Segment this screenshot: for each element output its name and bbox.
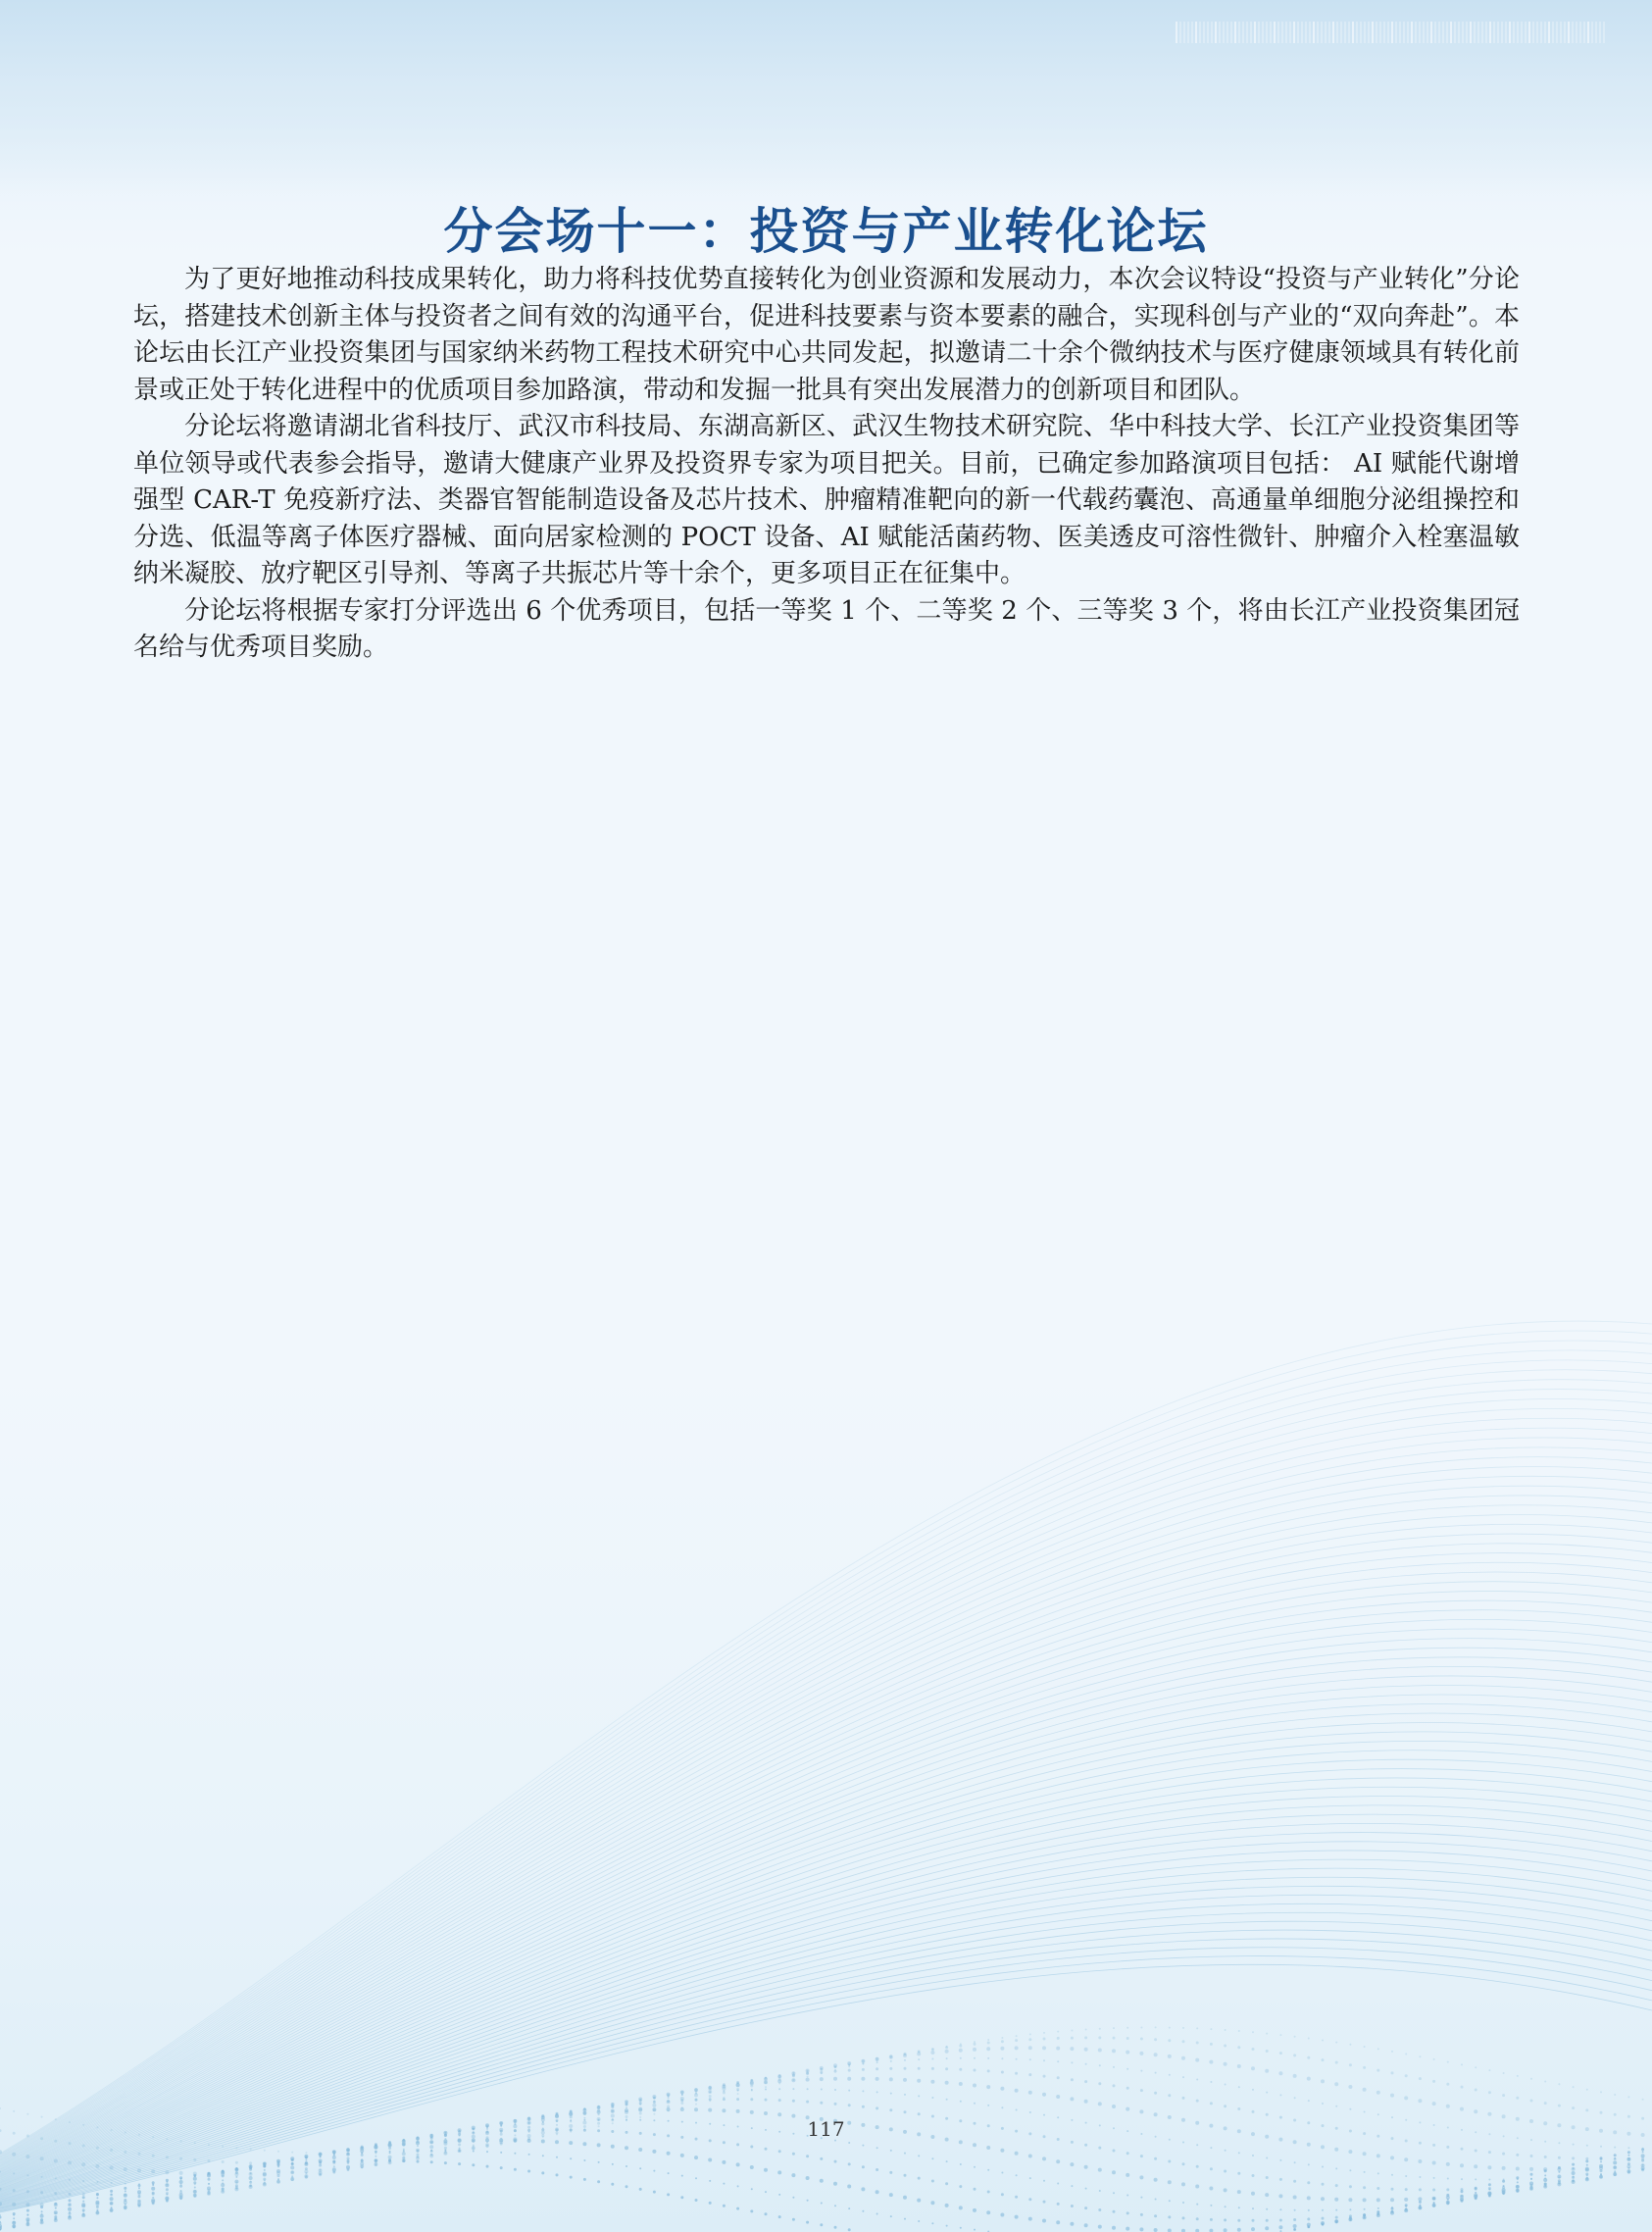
paragraph: 分论坛将邀请湖北省科技厅、武汉市科技局、东湖高新区、武汉生物技术研究院、华中科技大学、长江产业投资集团等单位领导或代表参会指导，邀请大健康产业界及投资界专家为项目把关。目前，已确定参加路演项目包括： AI 赋能代谢增强型 CAR-T 免疫新疗法、类器官智能制造设备及芯片技术、肿瘤精准靶向的新一代载药囊泡、高通量单细胞分泌组操控和分选、低温等离子体医疗器械、面向居家检测的 POCT 设备、AI 赋能活菌药物、医美透皮可溶性微针、肿瘤介入栓塞温敏纳米凝胶、放疗靶区引导剂、等离子共振芯片等十余个，更多项目正在征集中。 — [133, 412, 1520, 588]
paragraph: 分论坛将根据专家打分评选出 6 个优秀项目，包括一等奖 1 个、二等奖 2 个、三等奖 3 个，将由长江产业投资集团冠名给与优秀项目奖励。 — [133, 595, 1520, 662]
page-number: 117 — [807, 2117, 845, 2141]
page-title: 分会场十一：投资与产业转化论坛 — [443, 202, 1209, 260]
paragraph: 为了更好地推动科技成果转化，助力将科技优势直接转化为创业资源和发展动力，本次会议特设“投资与产业转化”分论坛，搭建技术创新主体与投资者之间有效的沟通平台，促进科技要素与资本要素的融合，实现科创与产业的“双向奔赴”。本论坛由长江产业投资集团与国家纳米药物工程技术研究中心共同发起，拟邀请二十余个微纳技术与医疗健康领域具有转化前景或正处于转化进程中的优质项目参加路演，带动和发掘一批具有突出发展潜力的创新项目和团队。 — [133, 265, 1520, 405]
article-body — [133, 262, 1520, 667]
